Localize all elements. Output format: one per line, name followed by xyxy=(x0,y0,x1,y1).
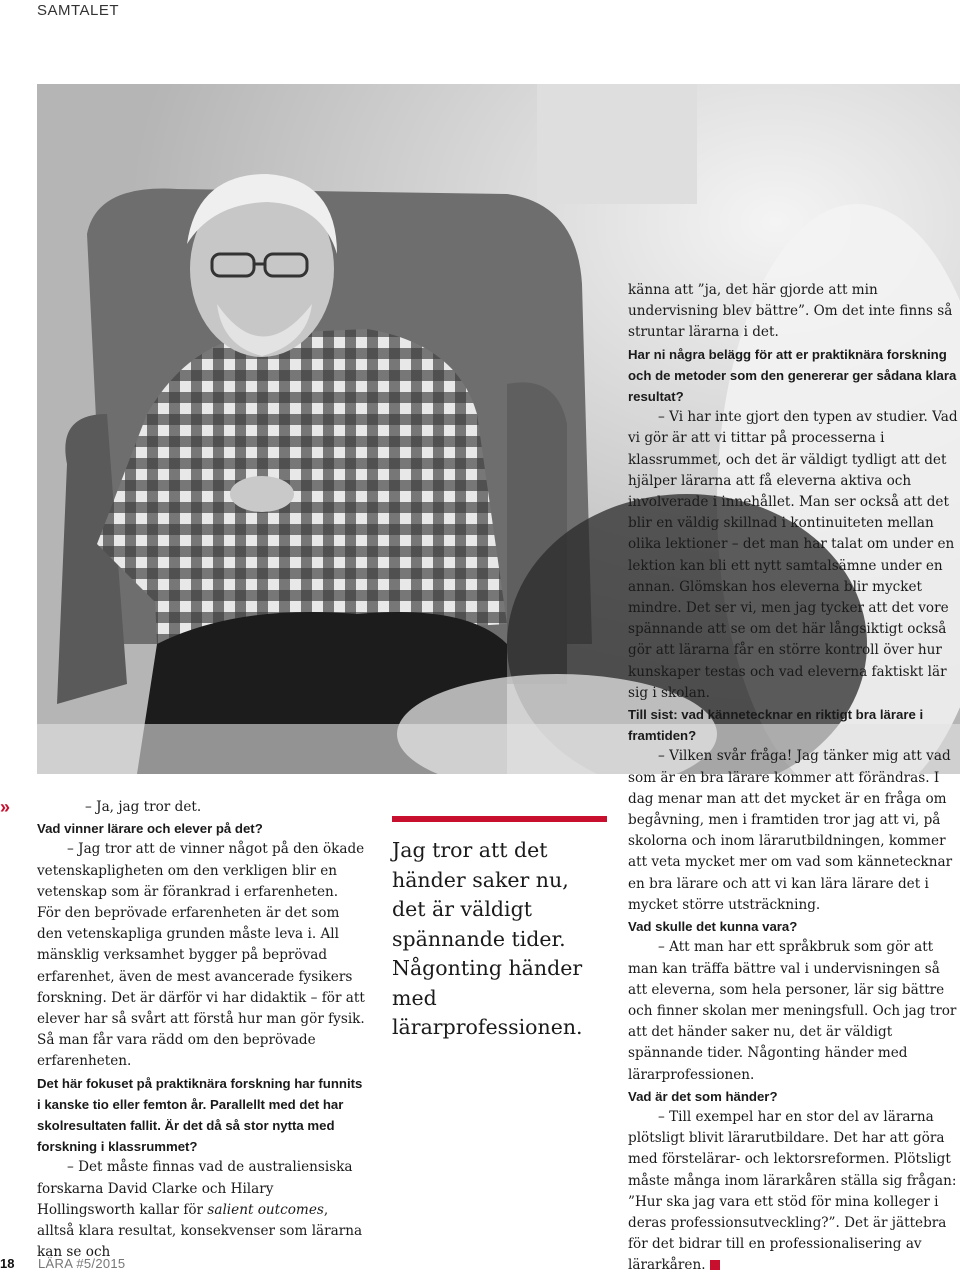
pull-quote-text: Jag tror att det händer saker nu, det är väldigt spännande tider. Någonting händer med lärarprofessionen. xyxy=(392,838,583,1039)
answer: – Jag tror att de vinner något på den ökade vetenskapligheten om den verkligen blir en vetenskap som är förankrad i erfarenheten. För den beprövade erfarenheten är det som den vetenskapliga grunden måste leva i. All mänsklig verksamhet bygger på beprövad erfarenhet, även de mest avancerade fysikers forskning. Det är därför vi har didaktik – för att elever har så svårt att förstå hur man gör fysik. Så man får vara rädd om den beprövade erfarenheten. xyxy=(37,841,365,1070)
paragraph xyxy=(0,797,365,818)
answer xyxy=(37,1157,365,1263)
answer xyxy=(628,1107,960,1277)
answer-text: – Till exempel har en stor del av lärarna plötsligt blivit lärarutbildare. Det har att göra med förstelärar- och lektorsreformen. Plötsligt måste många inom lärarkåren ställa sig frågan: ”Hur ska jag vara ett stöd för mina kolleger i deras professionsutveckling?”. Det är jättebra för det bidrar till en professionalisering av lärarkåren. xyxy=(628,1108,957,1274)
question: Till sist: vad kännetecknar en riktigt bra lärare i framtiden? xyxy=(628,707,924,744)
page-number: 18 xyxy=(0,1256,15,1271)
article-column-left xyxy=(0,797,365,1263)
question: Vad skulle det kunna vara? xyxy=(628,919,798,935)
question: Vad är det som händer? xyxy=(628,1088,778,1104)
answer: känna att ”ja, det här gjorde att min undervisning blev bättre”. Om det inte finns så struntar lärarna i det. xyxy=(628,282,953,341)
magazine-issue: LÄRA #5/2015 xyxy=(38,1256,126,1271)
answer-text: – Det måste finnas vad de australiensiska forskarna David Clarke och Hilary Hollingsworth kallar för xyxy=(37,1159,353,1218)
question: Vad vinner lärare och elever på det? xyxy=(37,821,263,837)
end-mark-icon xyxy=(710,1260,720,1270)
answer: – Vi har inte gjort den typen av studier. Vad vi gör är att vi tittar på processerna i klassrummet, och det är väldigt tydligt att det hjälper lärarna att få eleverna aktiva och involverade i innehållet. Man ser också att det blir en väldig skillnad i kontinuiteten mellan olika lektioner – det man har talat om under en lektion kan bli ett nytt samtalsämne under en annan. Glömskan hos eleverna blir mycket mindre. Det ser vi, men jag tycker att det vore spännande att se om det här långsiktigt också gör att lärarna får en större kontroll över hur kunskaper testas och vad eleverna faktiskt lär sig i skolan. xyxy=(628,409,958,701)
question: Det här fokuset på praktiknära forskning har funnits i kanske tio eller femton år. Parallellt med det har skolresultaten fallit. Är det då så stor nytta med forskning i klassrummet? xyxy=(37,1075,363,1155)
pull-quote xyxy=(392,816,607,1043)
question: Har ni några belägg för att er praktiknära forskning och de metoder som den genererar ger sådana klara resultat? xyxy=(628,346,957,405)
continuation-marker-icon: » xyxy=(0,797,11,817)
article-column-right xyxy=(628,280,960,1277)
answer: – Vilken svår fråga! Jag tänker mig att vad som är en bra lärare kommer att förändras. I dag menar man att det mycket är en fråga om begåvning, men i framtiden tror jag att vi, på skolorna och inom lärarutbildningen, kommer att veta mycket mer om vad som kännetecknar en bra lärare och att vi kan lära lärare det i mycket större utsträckning. xyxy=(628,748,953,913)
answer: – Att man har ett språkbruk som gör att man kan träffa bättre val i undervisningen så att eleverna, som hela personer, lär sig bättre och finner skolan mer meningsfull. Och jag tror att det händer saker nu, det är väldigt spännande tider. Någonting händer med lärarprofessionen. xyxy=(628,939,957,1083)
answer-text: – Ja, jag tror det. xyxy=(85,799,202,815)
answer-text: , alltså klara resultat, konsekvenser som lärarna kan se och xyxy=(37,1201,363,1261)
pull-quote-rule xyxy=(392,816,607,822)
emphasis: salient outcomes xyxy=(207,1201,324,1218)
section-label: SAMTALET xyxy=(37,2,120,19)
